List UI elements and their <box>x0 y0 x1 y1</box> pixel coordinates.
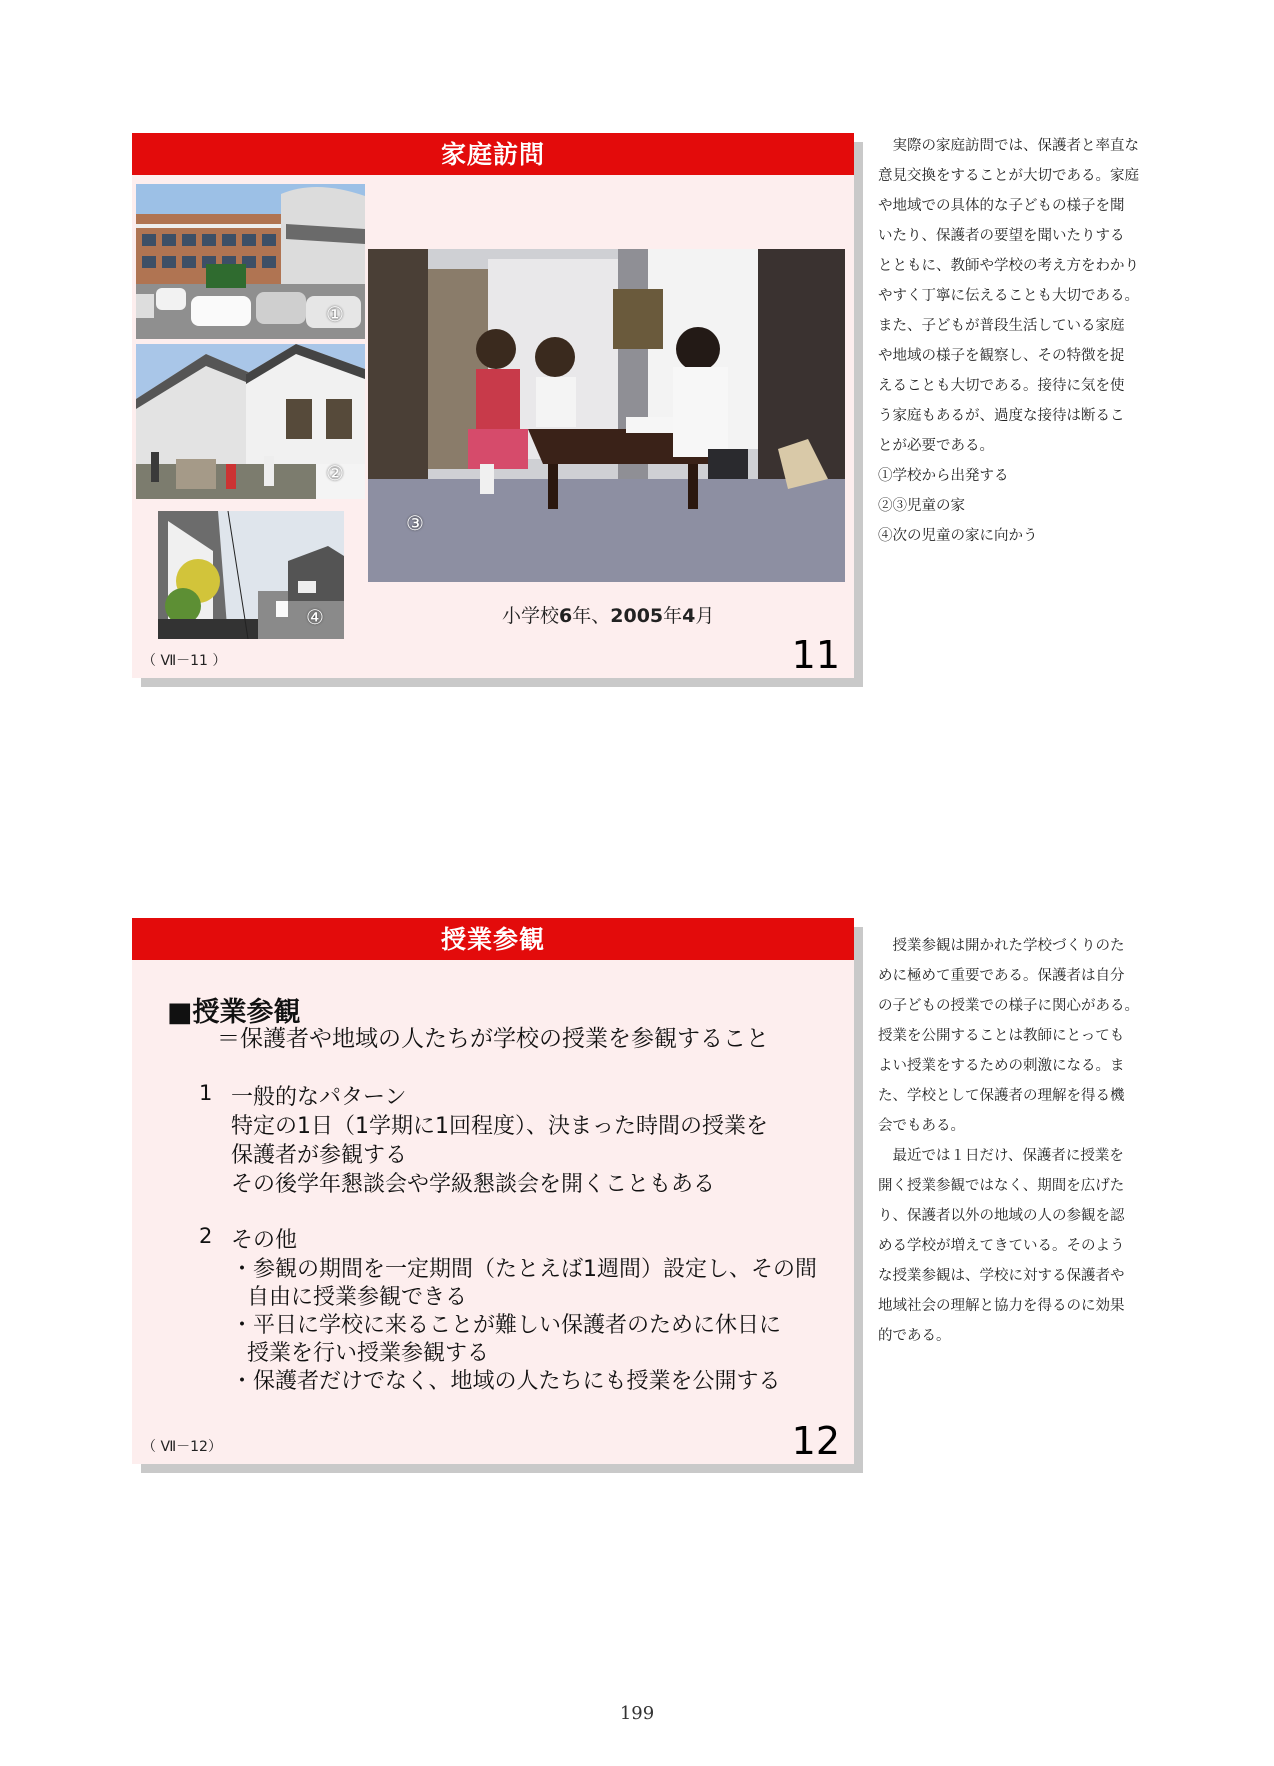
paragraph-line: や地域での具体的な子どもの様子を聞 <box>878 198 1125 214</box>
paragraph-line: やすく丁寧に伝えることも大切である。 <box>878 288 1139 304</box>
photo-label: ② <box>326 461 344 485</box>
paragraph-line: 的である。 <box>878 1328 951 1344</box>
paragraph-line: り、保護者以外の地域の人の参観を認 <box>878 1208 1125 1224</box>
photo-home-visit <box>368 249 845 582</box>
item-line: 保護者が参観する <box>231 1143 408 1168</box>
photo-label: ③ <box>406 511 424 535</box>
item-line: 授業を行い授業参観する <box>247 1341 490 1366</box>
photo-street <box>158 511 344 639</box>
slide-title: 授業参観 <box>132 918 854 960</box>
paragraph-line: 会でもある。 <box>878 1118 965 1134</box>
slide-code: （ Ⅶ－11 ） <box>142 653 227 669</box>
paragraph-line: 授業参観は開かれた学校づくりのた <box>892 938 1125 954</box>
slide-code: （ Ⅶ－12） <box>142 1439 222 1455</box>
paragraph-line: う家庭もあるが、過度な接待は断るこ <box>878 408 1125 424</box>
paragraph-line: えることも大切である。接待に気を使 <box>878 378 1125 394</box>
paragraph-line: める学校が増えてきている。そのよう <box>878 1238 1125 1254</box>
photo-caption: 小学校6年、2005年4月 <box>502 605 715 627</box>
slide-home-visit <box>132 133 854 678</box>
paragraph-line: な授業参観は、学校に対する保護者や <box>878 1268 1125 1284</box>
paragraph-line: 開く授業参観ではなく、期間を広げた <box>878 1178 1125 1194</box>
slide-number: 12 <box>791 1419 840 1463</box>
item-line: 特定の1日（1学期に1回程度）、決まった時間の授業を <box>231 1114 768 1139</box>
page-number: 199 <box>619 1703 655 1724</box>
photo-label: ④ <box>306 605 324 629</box>
paragraph-line: いたり、保護者の要望を聞いたりする <box>878 228 1125 244</box>
paragraph-line: 授業を公開することは教師にとっても <box>878 1028 1125 1044</box>
paragraph-line: た、学校として保護者の理解を得る機 <box>878 1088 1125 1104</box>
item-title: 一般的なパターン <box>231 1085 407 1110</box>
paragraph-line: また、子どもが普段生活している家庭 <box>878 318 1125 334</box>
item-line: ・保護者だけでなく、地域の人たちにも授業を公開する <box>231 1369 781 1394</box>
photo-house <box>136 344 365 499</box>
photo-label: ① <box>326 302 344 326</box>
paragraph-line: 実際の家庭訪問では、保護者と率直な <box>892 138 1139 154</box>
item-line: その後学年懇談会や学級懇談会を開くこともある <box>231 1172 716 1197</box>
paragraph-line: 意見交換をすることが大切である。家庭 <box>878 168 1139 184</box>
slide-title: 家庭訪問 <box>132 133 854 175</box>
paragraph-line: よい授業をするための刺激になる。ま <box>878 1058 1125 1074</box>
paragraph-line: ④次の児童の家に向かう <box>878 528 1038 544</box>
item-line: 自由に授業参観できる <box>247 1285 468 1310</box>
paragraph-line: とともに、教師や学校の考え方をわかり <box>878 258 1139 274</box>
item-line: ・参観の期間を一定期間（たとえば1週間）設定し、その間 <box>231 1257 817 1282</box>
photo-school-parking <box>136 184 365 339</box>
side-text-home-visit <box>878 131 1156 551</box>
paragraph-line: めに極めて重要である。保護者は自分 <box>878 968 1125 984</box>
item-number: 1 <box>199 1081 213 1105</box>
item-title: その他 <box>231 1228 298 1253</box>
content-definition: ＝保護者や地域の人たちが学校の授業を参観すること <box>217 1026 769 1052</box>
side-text-class-observation <box>878 931 1156 1351</box>
slide-number: 11 <box>791 633 840 677</box>
slide-class-observation <box>132 918 854 1464</box>
paragraph-line: の子どもの授業での様子に関心がある。 <box>878 998 1139 1014</box>
paragraph-line: 地域社会の理解と協力を得るのに効果 <box>878 1298 1125 1314</box>
paragraph-line: や地域の様子を観察し、その特徴を捉 <box>878 348 1125 364</box>
paragraph-line: 最近では１日だけ、保護者に授業を <box>892 1148 1124 1164</box>
paragraph-line: とが必要である。 <box>878 438 994 454</box>
paragraph-line: ①学校から出発する <box>878 468 1009 484</box>
item-number: 2 <box>199 1224 213 1248</box>
item-line: ・平日に学校に来ることが難しい保護者のために休日に <box>231 1313 782 1338</box>
content-heading: ■授業参観 <box>167 997 301 1028</box>
paragraph-line: ②③児童の家 <box>878 498 965 514</box>
